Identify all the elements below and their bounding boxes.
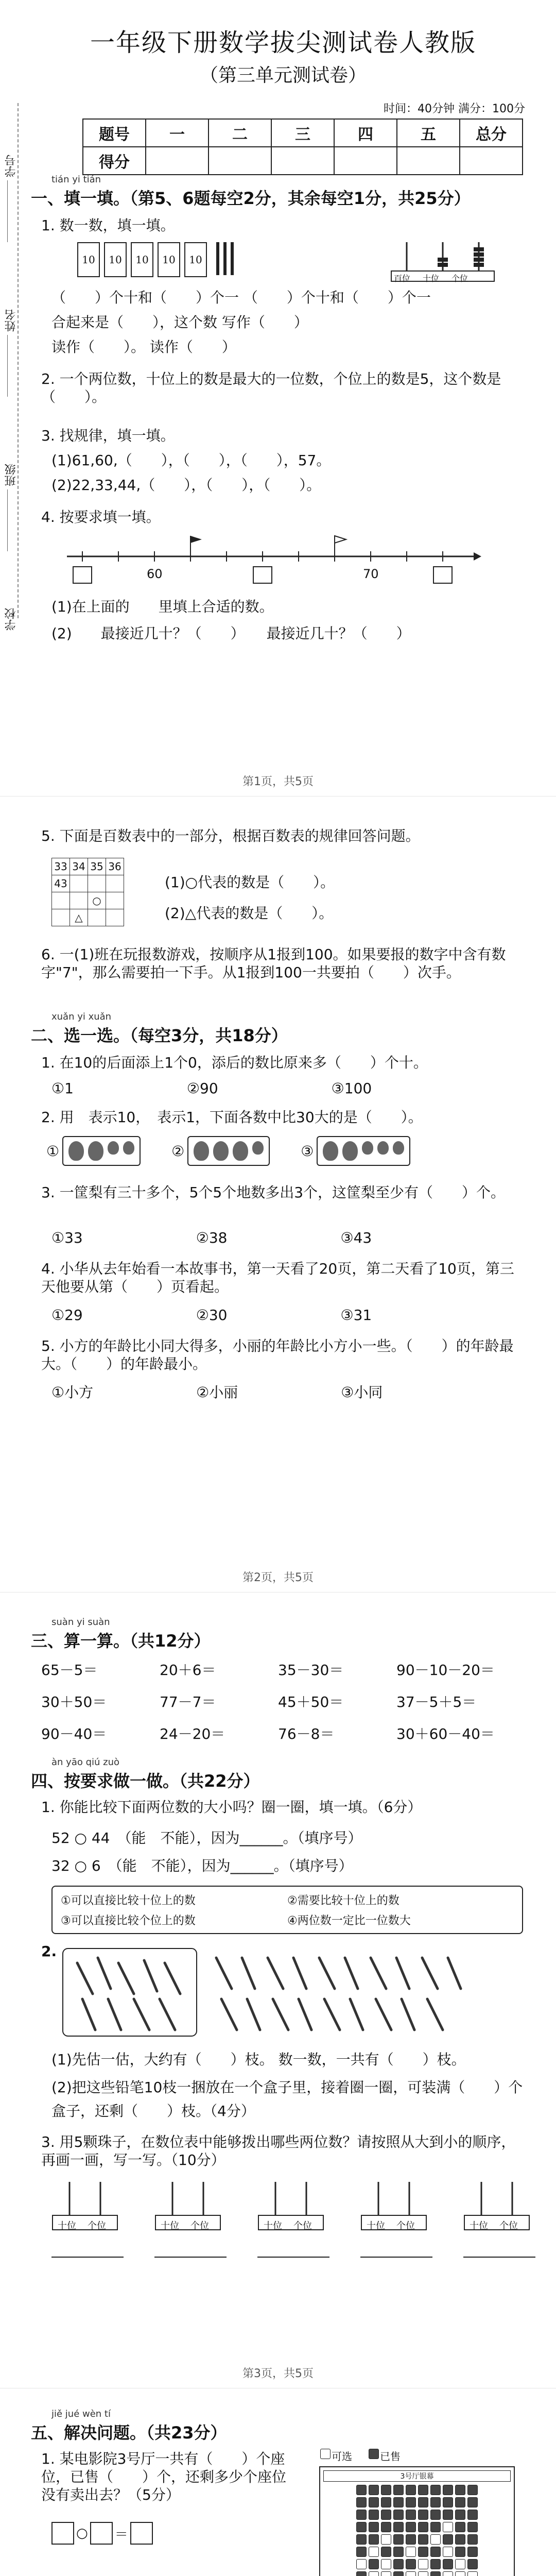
- calc-item[interactable]: 35－30＝: [278, 1662, 344, 1679]
- footer-page-1: 第1页，共5页: [242, 775, 314, 788]
- reason-option: ③可以直接比较个位上的数: [61, 1914, 196, 1927]
- calc-item[interactable]: 24－20＝: [160, 1725, 225, 1742]
- answer-line[interactable]: [257, 2241, 329, 2258]
- answer-box[interactable]: [90, 2522, 113, 2545]
- sec4-pinyin: àn yāo qiú zuò: [51, 1757, 120, 1768]
- calc-item[interactable]: 20＋6＝: [160, 1662, 216, 1679]
- single-stick: [216, 242, 219, 275]
- q5-text: 5. 下面是百数表中的一部分，根据百数表的规律回答问题。: [41, 827, 420, 844]
- page-4: [0, 2388, 556, 2576]
- option[interactable]: ③31: [340, 1307, 372, 1324]
- score-header: 四: [334, 119, 397, 147]
- r1-line2: 32 ○ 6 （能 不能），因为______。（填序号）: [51, 1857, 353, 1874]
- c4-options: [51, 1306, 372, 1324]
- calc-item[interactable]: 76－8＝: [278, 1725, 335, 1742]
- pear-picture: [187, 1136, 270, 1166]
- score-header: 二: [208, 119, 271, 147]
- bundle-group: [77, 242, 234, 277]
- option[interactable]: ①小方: [51, 1384, 94, 1401]
- exam-meta: 时间：40分钟 满分：100分: [384, 103, 525, 115]
- sec2-pinyin: xuǎn yi xuǎn: [51, 1011, 112, 1022]
- score-cell[interactable]: [271, 147, 334, 175]
- c1-options: [51, 1079, 372, 1097]
- reason-options-box: [51, 1886, 523, 1934]
- q5-answer-2: (2)△代表的数是（ ）。: [165, 905, 334, 922]
- footer-page-3: 第3页，共5页: [242, 2367, 314, 2380]
- q4-sub2: (2) 最接近几十？（ ） 最接近几十？（ ）: [51, 625, 411, 642]
- calc-item[interactable]: 90－10－20＝: [396, 1662, 495, 1679]
- page-2: [0, 796, 556, 1592]
- q4-sub1: (1)在上面的 里填上合适的数。: [51, 598, 274, 615]
- option[interactable]: ①29: [51, 1307, 83, 1324]
- c2-text: 2. 用 表示10， 表示1，下面各数中比30大的是（ ）。: [41, 1109, 423, 1126]
- option[interactable]: ②38: [196, 1229, 228, 1246]
- option[interactable]: ①33: [51, 1229, 83, 1246]
- q2-text: 2. 一个两位数，十位上的数是最大的一位数，个位上的数是5，这个数是（ ）。: [41, 370, 501, 405]
- binder-school: 学校: [5, 608, 18, 631]
- pear-picture: [317, 1136, 410, 1166]
- calc-item[interactable]: 90－40＝: [41, 1725, 107, 1742]
- option[interactable]: ②90: [186, 1080, 218, 1097]
- abacus-frame[interactable]: 十位 个位: [360, 2179, 427, 2232]
- score-header: 五: [397, 119, 460, 147]
- pencils-picture: [62, 1947, 484, 2040]
- abacus-frame[interactable]: 十位 个位: [51, 2179, 118, 2232]
- section-1-title: 一、填一填。（第5、6题每空2分，其余每空1分，共25分）: [31, 189, 471, 208]
- binder-name: 姓名: [5, 309, 18, 332]
- c4-text: 4. 小华从去年始看一本故事书，第一天看了20页，第二天看了10页，第三天他要从第（ ）页看起。: [41, 1260, 514, 1295]
- score-header: 三: [271, 119, 334, 147]
- c5-options: [51, 1383, 383, 1401]
- score-cell[interactable]: [208, 147, 271, 175]
- c2-pictures: [46, 1136, 410, 1166]
- score-cell[interactable]: [334, 147, 397, 175]
- c3-options: [51, 1229, 372, 1247]
- q1-line1: （ ）个十和（ ）个一 （ ）个十和（ ）个一: [51, 289, 431, 306]
- s1-text: 1. 某电影院3号厅一共有（ ）个座位，已售（ ）个，还剩多少个座位没有卖出去？（5分）: [41, 2450, 287, 2503]
- section-3-title: 三、算一算。（共12分）: [31, 1631, 211, 1651]
- screen-label: 3号厅银幕: [323, 2470, 511, 2482]
- stick-bundle: 10: [184, 242, 207, 277]
- r2-number: 2.: [41, 1943, 57, 1960]
- calc-item[interactable]: 65－5＝: [41, 1662, 98, 1679]
- option[interactable]: ②30: [196, 1307, 228, 1324]
- answer-box[interactable]: [130, 2522, 153, 2545]
- abacus-frame[interactable]: 十位 个位: [257, 2179, 324, 2232]
- abacus-row: [51, 2179, 530, 2232]
- section-5-title: 五、解决问题。（共23分）: [31, 2423, 227, 2443]
- score-label: 得分: [83, 147, 146, 175]
- r3-text: 3. 用5颗珠子，在数位表中能够拨出哪些两位数？请按照从大到小的顺序，再画一画，写一写。（10分）: [41, 2133, 516, 2168]
- abacus-frame[interactable]: 十位 个位: [154, 2179, 221, 2232]
- hundred-chart-grid: 33 34 35 36 43 ○ △: [51, 858, 124, 926]
- page-1: [0, 0, 556, 796]
- r1-text: 1. 你能比较下面两位数的大小吗？圈一圈，填一填。（6分）: [41, 1799, 422, 1816]
- score-header: 总分: [460, 119, 523, 147]
- stick-bundle: 10: [158, 242, 180, 277]
- answer-line[interactable]: [360, 2241, 432, 2258]
- stick-bundle: 10: [77, 242, 100, 277]
- circle-icon: ○: [88, 892, 106, 909]
- c1-text: 1. 在10的后面添上1个0，添后的数比原来多（ ）个十。: [41, 1054, 428, 1071]
- sec5-pinyin: jiě jué wèn tí: [51, 2409, 111, 2419]
- sec1-pinyin: tián yi tián: [51, 174, 101, 185]
- tick-60: 60: [147, 567, 163, 581]
- abacus-labels: 百位 十位 个位: [394, 274, 468, 283]
- reason-option: ①可以直接比较十位上的数: [61, 1894, 196, 1907]
- cinema-seat-map: 可选 已售 3号厅银幕: [319, 2448, 515, 2576]
- calc-item[interactable]: 30＋60－40＝: [396, 1725, 495, 1742]
- calc-item[interactable]: 30＋50＝: [41, 1693, 107, 1710]
- section-4-title: 四、按要求做一做。（共22分）: [31, 1771, 260, 1791]
- page-subtitle: （第三单元测试卷）: [199, 65, 367, 86]
- footer-page-2: 第2页，共5页: [242, 1571, 314, 1584]
- triangle-icon: △: [70, 909, 88, 926]
- single-stick: [231, 242, 234, 275]
- calc-grid: [41, 1659, 530, 1743]
- page-3: [0, 1592, 556, 2388]
- pear-picture: [62, 1136, 141, 1166]
- reason-option: ④两位数一定比一位数大: [287, 1914, 411, 1927]
- score-header: 题号: [83, 119, 146, 147]
- number-line: [62, 531, 484, 587]
- answer-line[interactable]: [463, 2241, 535, 2258]
- calc-item[interactable]: 45＋50＝: [278, 1693, 344, 1710]
- page-title: 一年级下册数学拔尖测试卷人教版: [90, 28, 476, 57]
- r2-line2: (2)把这些铅笔10枝一捆放在一个盒子里，接着圈一圈，可装满（ ）个: [51, 2079, 523, 2096]
- q6-text: 6. 一(1)班在玩报数游戏，按顺序从1报到100。如果要报的数字中含有数字"7"，那么需要拍一下手。从1报到100一共要拍（ ）次手。: [41, 946, 506, 981]
- answer-line[interactable]: [51, 2241, 124, 2258]
- option[interactable]: ②: [171, 1142, 185, 1160]
- q4-label: 4. 按要求填一填。: [41, 509, 161, 526]
- option[interactable]: ②小丽: [196, 1384, 238, 1401]
- c5-text: 5. 小方的年龄比小同大得多，小丽的年龄比小方小一些。（ ）的年龄最大。（ ）的年龄最小。: [41, 1337, 514, 1372]
- answer-line[interactable]: [154, 2241, 227, 2258]
- q1-line3: 读作（ ）。 读作（ ）: [51, 338, 236, 355]
- r1-line1: 52 ○ 44 （能 不能），因为______。（填序号）: [51, 1829, 362, 1846]
- single-stick: [223, 242, 227, 275]
- q3-label: 3. 找规律，填一填。: [41, 427, 175, 444]
- q3-line1: (1)61,60,（ ），（ ），（ ），57。: [51, 452, 331, 469]
- score-table: [82, 118, 523, 175]
- q3-line2: (2)22,33,44,（ ），（ ），（ ）。: [51, 477, 321, 494]
- option[interactable]: ①1: [51, 1080, 74, 1097]
- r2-line3: 盒子，还剩（ ）枝。（4分）: [51, 2103, 255, 2120]
- binder-number: 学号: [5, 155, 18, 177]
- c3-text: 3. 一筐梨有三十多个，5个5个地数多出3个，这筐梨至少有（ ）个。: [41, 1184, 506, 1201]
- abacus-frame[interactable]: 十位 个位: [463, 2179, 530, 2232]
- score-cell[interactable]: [146, 147, 208, 175]
- s1-equation: ○ ＝: [51, 2522, 153, 2545]
- reason-option: ②需要比较十位上的数: [287, 1894, 399, 1907]
- binding-margin: [0, 0, 30, 796]
- calc-item[interactable]: 77－7＝: [160, 1693, 216, 1710]
- option[interactable]: ③: [301, 1142, 314, 1160]
- option[interactable]: ③小同: [341, 1384, 383, 1401]
- stick-bundle: 10: [131, 242, 153, 277]
- option[interactable]: ③100: [331, 1080, 372, 1097]
- tick-70: 70: [363, 567, 379, 581]
- r2-line1: (1)先估一估，大约有（ ）枝。 数一数，一共有（ ）枝。: [51, 2051, 466, 2068]
- q1-label: 1. 数一数，填一填。: [41, 217, 175, 234]
- calc-item[interactable]: 37－5＋5＝: [396, 1693, 477, 1710]
- section-2-title: 二、选一选。（每空3分，共18分）: [31, 1026, 288, 1045]
- option[interactable]: ①: [46, 1142, 60, 1160]
- score-header: 一: [146, 119, 208, 147]
- sec3-pinyin: suàn yi suàn: [51, 1617, 110, 1628]
- stick-bundle: 10: [104, 242, 127, 277]
- score-cell[interactable]: [460, 147, 523, 175]
- q5-answer-1: (1)○代表的数是（ ）。: [165, 874, 335, 891]
- option[interactable]: ③43: [340, 1229, 372, 1246]
- q1-line2: 合起来是（ ），这个数 写作（ ）: [51, 314, 308, 331]
- answer-lines: [51, 2241, 535, 2258]
- binder-class: 班级: [5, 464, 18, 486]
- answer-box[interactable]: [51, 2522, 74, 2545]
- score-cell[interactable]: [397, 147, 460, 175]
